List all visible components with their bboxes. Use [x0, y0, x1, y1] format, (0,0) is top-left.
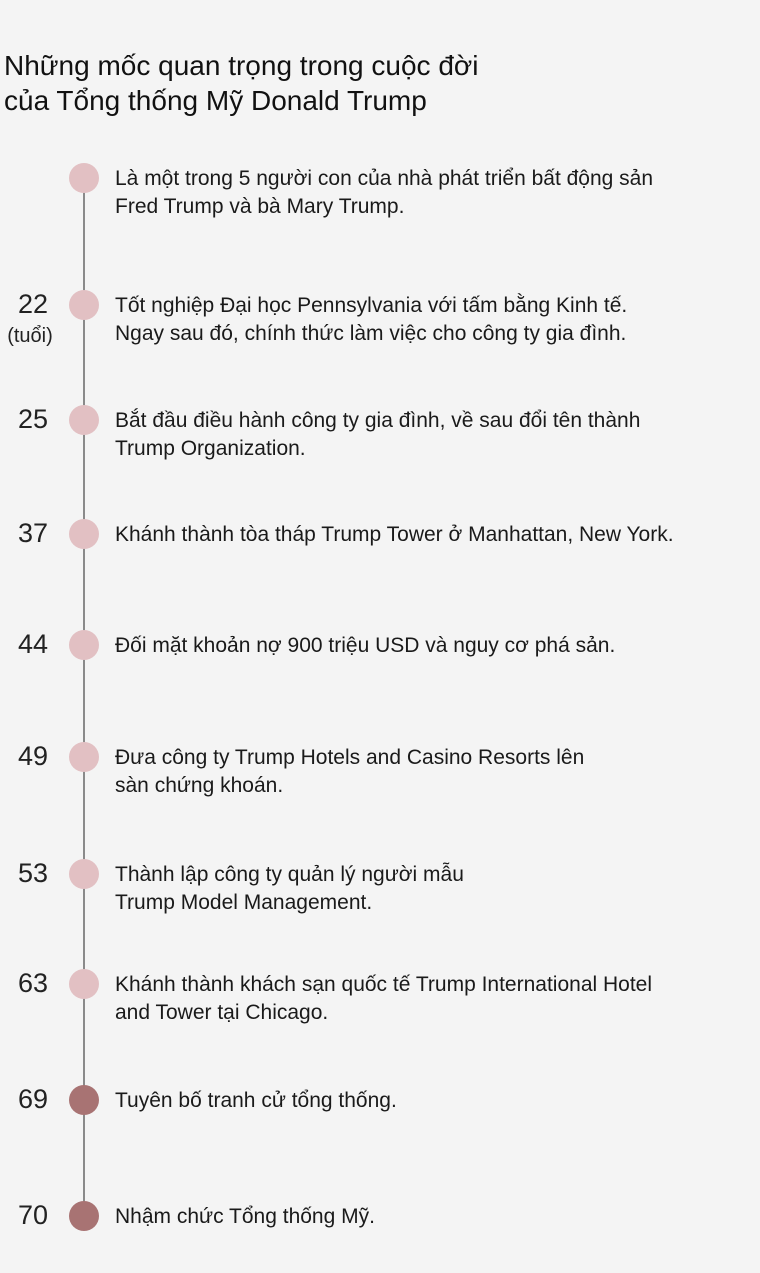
event-description-line: Nhậm chức Tổng thống Mỹ.	[115, 1205, 375, 1228]
event-description-line: Thành lập công ty quản lý người mẫu	[115, 863, 464, 886]
timeline-dot	[69, 969, 99, 999]
timeline-dot-highlight	[69, 1201, 99, 1231]
timeline-dot	[69, 519, 99, 549]
timeline-dot	[69, 163, 99, 193]
event-age: 22	[17, 289, 49, 319]
timeline-dot	[69, 859, 99, 889]
timeline-dot	[69, 290, 99, 320]
event-age: 25	[17, 404, 49, 434]
event-description-line: Tuyên bố tranh cử tổng thống.	[115, 1089, 397, 1112]
event-description-line: Đưa công ty Trump Hotels and Casino Resorts lên	[115, 746, 585, 769]
event-description-line: sàn chứng khoán.	[115, 774, 284, 797]
event-description	[115, 292, 745, 348]
event-description-line: Trump Model Management.	[115, 891, 373, 914]
event-age: 69	[17, 1084, 49, 1114]
event-age: 63	[17, 968, 49, 998]
timeline-dot-highlight	[69, 1085, 99, 1115]
event-description-line: Khánh thành tòa tháp Trump Tower ở Manhattan, New York.	[115, 523, 674, 546]
event-description	[115, 632, 745, 660]
event-age: 70	[17, 1200, 49, 1230]
event-age: 44	[17, 629, 49, 659]
page-title-line-1: Những mốc quan trọng trong cuộc đời	[4, 50, 479, 81]
timeline-dot	[69, 742, 99, 772]
event-description-line: Fred Trump và bà Mary Trump.	[115, 195, 405, 218]
event-description-line: and Tower tại Chicago.	[115, 1001, 329, 1024]
event-description	[115, 1087, 745, 1115]
page-title	[4, 48, 744, 118]
timeline-dot	[69, 405, 99, 435]
event-description	[115, 521, 745, 549]
event-description-line: Trump Organization.	[115, 437, 306, 460]
event-description-line: Bắt đầu điều hành công ty gia đình, về sau đổi tên thành	[115, 409, 641, 432]
event-description-line: Tốt nghiệp Đại học Pennsylvania với tấm bằng Kinh tế.	[115, 294, 628, 317]
event-description	[115, 1203, 745, 1231]
event-description	[115, 744, 745, 800]
event-description-line: Ngay sau đó, chính thức làm việc cho công ty gia đình.	[115, 322, 627, 345]
event-description-line: Là một trong 5 người con của nhà phát triển bất động sản	[115, 167, 654, 190]
age-unit-label: (tuổi)	[7, 325, 53, 347]
event-description	[115, 407, 745, 463]
event-age: 49	[17, 741, 49, 771]
page-title-line-2: của Tổng thống Mỹ Donald Trump	[4, 85, 427, 116]
timeline-dot	[69, 630, 99, 660]
event-description	[115, 861, 745, 917]
event-description-line: Đối mặt khoản nợ 900 triệu USD và nguy cơ phá sản.	[115, 634, 616, 657]
timeline-axis-line	[83, 176, 85, 1216]
event-description	[115, 971, 745, 1027]
event-description-line: Khánh thành khách sạn quốc tế Trump International Hotel	[115, 973, 653, 996]
event-description	[115, 165, 745, 221]
event-age: 37	[17, 518, 49, 548]
event-age: 53	[17, 858, 49, 888]
